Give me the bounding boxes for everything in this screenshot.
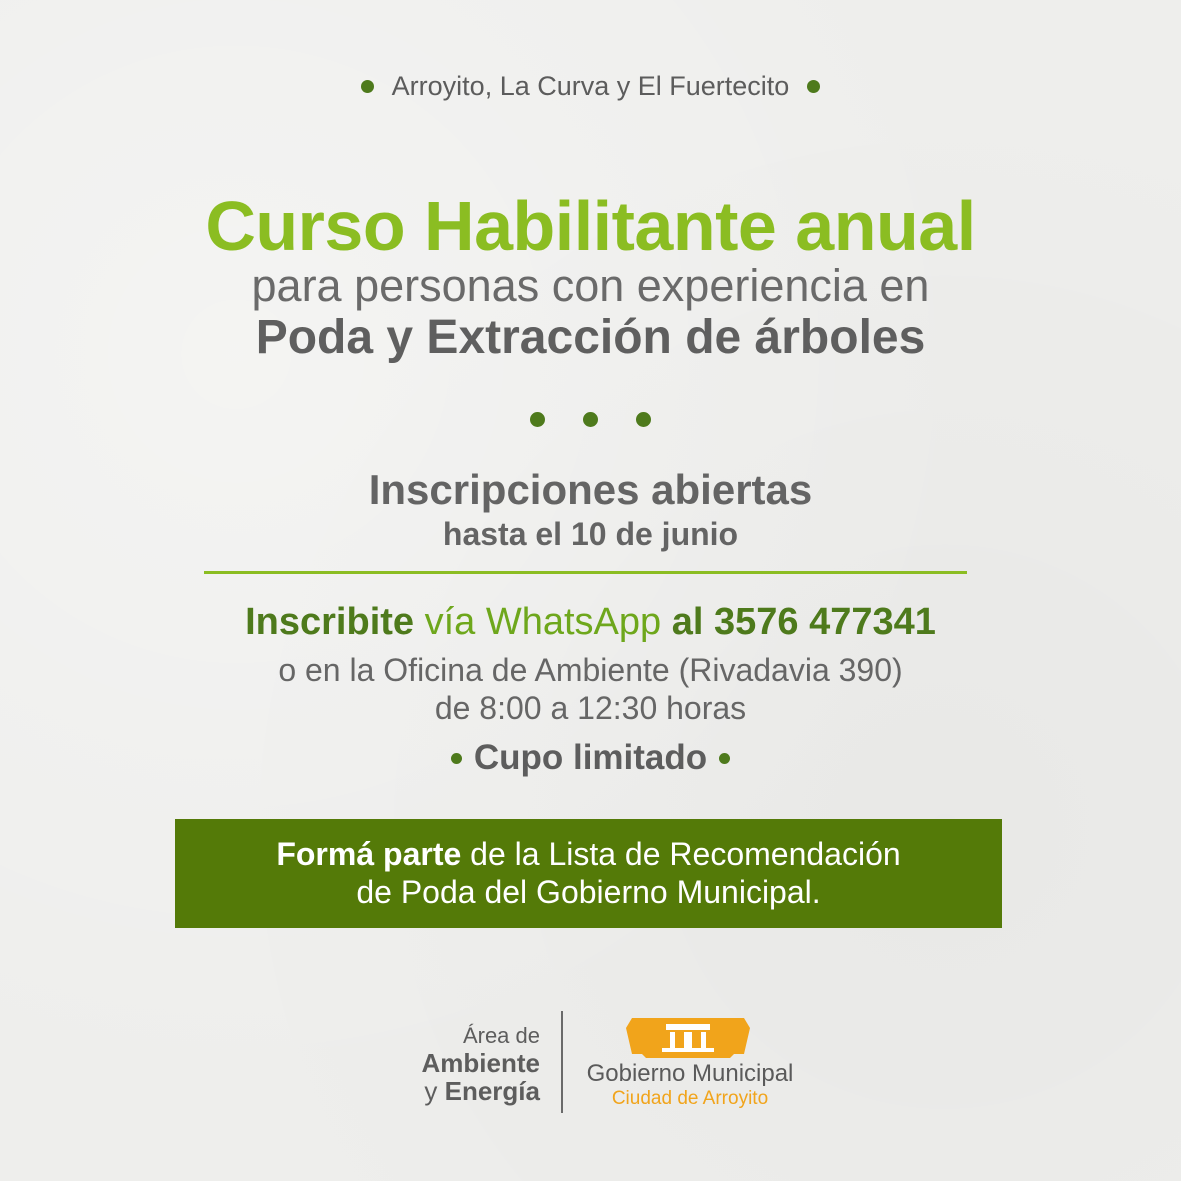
divider-line xyxy=(204,571,967,574)
phone-number: al 3576 477341 xyxy=(671,601,936,643)
limited-spots xyxy=(0,735,1181,781)
municipal-logo xyxy=(580,1060,800,1110)
limited-text: Cupo limitado xyxy=(473,738,708,777)
subtitle-bold: Poda y Extracción de árboles xyxy=(255,311,926,364)
cta-text: Inscribite xyxy=(245,601,415,643)
subtitle: para personas con experiencia en xyxy=(251,260,930,311)
gov-city: Ciudad de Arroyito xyxy=(611,1088,769,1109)
bullet-dot-icon xyxy=(361,80,374,93)
municipal-building-icon xyxy=(626,1014,750,1060)
gov-name: Gobierno Municipal xyxy=(586,1060,794,1087)
banner-text-1: de la Lista de Recomendación xyxy=(461,836,901,872)
banner-line-2: de Poda del Gobierno Municipal. xyxy=(356,874,821,910)
banner-bold: Formá parte xyxy=(276,836,462,872)
whatsapp-line xyxy=(0,598,1181,646)
area-line-2: Ambiente xyxy=(421,1048,540,1078)
office-hours: de 8:00 a 12:30 horas xyxy=(434,690,747,726)
main-title: Curso Habilitante anual xyxy=(205,187,976,265)
bullet-dot-icon xyxy=(719,753,730,764)
separator-dots xyxy=(0,412,1181,430)
registration-deadline: hasta el 10 de junio xyxy=(442,516,739,552)
area-logo xyxy=(340,1023,540,1105)
area-line-1: Área de xyxy=(462,1023,540,1048)
via-text: vía WhatsApp xyxy=(414,601,672,643)
logo-separator xyxy=(561,1011,563,1113)
locations-text: Arroyito, La Curva y El Fuertecito xyxy=(391,70,790,101)
banner-line-1 xyxy=(175,835,1002,873)
area-line-3-prefix: y xyxy=(424,1076,445,1106)
bullet-dot-icon xyxy=(451,753,462,764)
dot-icon xyxy=(530,412,545,427)
dot-icon xyxy=(636,412,651,427)
area-line-3 xyxy=(340,1077,540,1105)
area-line-3-bold: Energía xyxy=(444,1076,540,1106)
registration-heading: Inscripciones abiertas xyxy=(368,466,813,513)
locations-line xyxy=(0,66,1181,106)
recommendation-banner xyxy=(175,819,1002,928)
office-address: o en la Oficina de Ambiente (Rivadavia 390) xyxy=(278,652,903,688)
bullet-dot-icon xyxy=(807,80,820,93)
dot-icon xyxy=(583,412,598,427)
